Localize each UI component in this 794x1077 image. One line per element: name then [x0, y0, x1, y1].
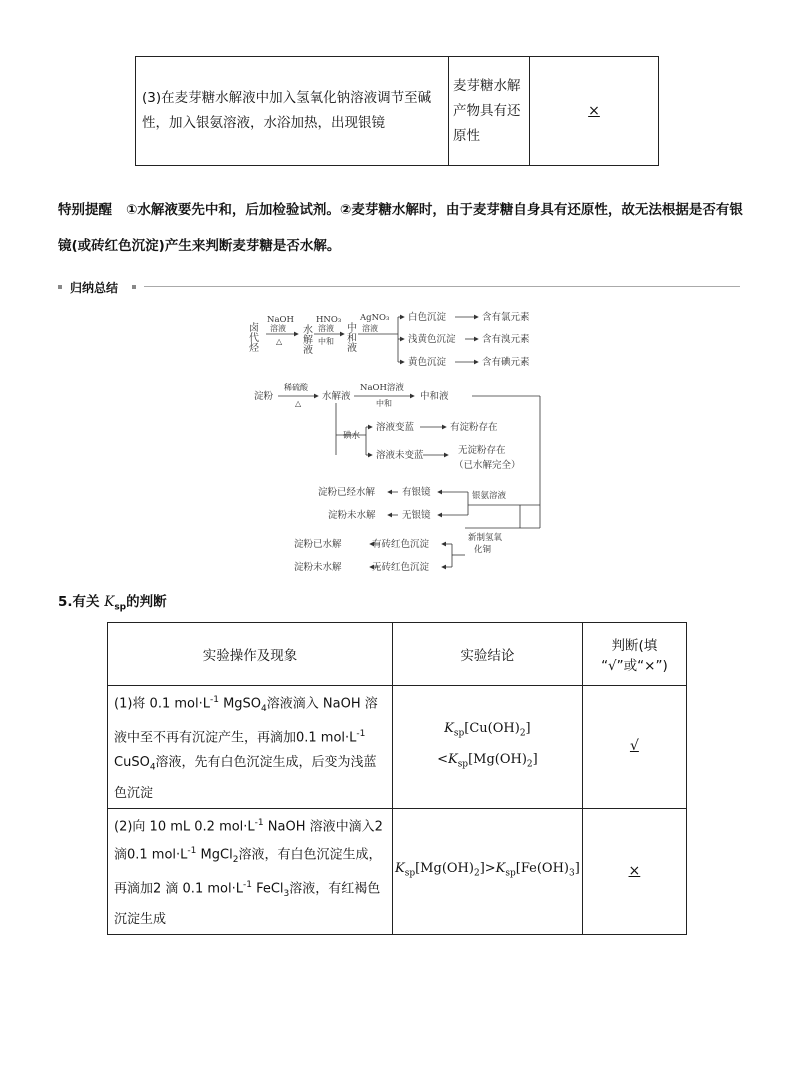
halo-b2: 浅黄色沉淀	[408, 334, 456, 345]
section-prefix: 5.有关	[58, 594, 105, 610]
starch-r1-bot: △	[295, 399, 302, 408]
judgment-mark: √	[629, 738, 639, 755]
starch-p1: 水解液	[322, 391, 351, 402]
starch-i2r1: 无淀粉存在	[458, 445, 506, 456]
halo-start: 卤代烃	[246, 322, 258, 352]
judgment-cell	[530, 57, 659, 166]
header-conclusion: 实验结论	[393, 623, 583, 686]
starch-i2r2: （已水解完全）	[454, 460, 521, 471]
starch-r2-bot: 中和	[376, 399, 392, 408]
sp-subscript: sp	[114, 602, 127, 613]
starch-start: 淀粉	[254, 391, 274, 402]
cu-reagent-2: 化铜	[474, 545, 492, 555]
table-row	[136, 57, 659, 166]
tip-text: ①水解液要先中和，后加检验试剂。②麦芽糖水解时，由于麦芽糖自身具有还原性，故无法根据是否有银镜(或砖红色沉淀)产生来判断麦芽糖是否水解。	[58, 202, 743, 254]
halo-r1-mid: 溶液	[270, 324, 286, 333]
starch-iodine: 碘水	[343, 431, 361, 441]
halo-b3r: 含有碘元素	[482, 357, 530, 368]
judgment-cell	[582, 686, 686, 809]
starch-c2r: 淀粉未水解	[294, 562, 342, 573]
bullet-square-icon	[58, 285, 62, 289]
halo-b3: 黄色沉淀	[408, 357, 447, 368]
starch-c1: 有砖红色沉淀	[372, 539, 430, 550]
summary-title: 归纳总结	[70, 281, 119, 295]
conclusion-cell: $K_{sp}[Mg(OH)_2]>K_{sp}[Fe(OH)_3]$	[393, 808, 583, 934]
starch-i1: 溶液变蓝	[376, 422, 415, 433]
halo-p1: 水解液	[300, 324, 312, 354]
operation-cell: (3)在麦芽糖水解液中加入氢氧化钠溶液调节至碱性，加入银氨溶液，水浴加热，出现银镜	[136, 57, 449, 166]
halo-r2-top: HNO₃	[316, 315, 342, 325]
operation-cell: (2)向 10 mL 0.2 $mol\cdot L^{-1}$ NaOH 溶液中滴入2滴0.1 $mol\cdot L^{-1}$ MgCl$_2$溶液，有白色沉淀生成，再滴加2 滴 0.1 $mol\cdot L^{-1}$ FeCl$_3$溶液，有红褐色沉淀生成	[108, 808, 393, 934]
header-judgment	[582, 623, 686, 686]
halo-r1-bot: △	[276, 337, 283, 346]
table-row	[108, 686, 687, 809]
operation-cell: (1)将 0.1 $mol\cdot L^{-1}$ MgSO$_4$溶液滴入 NaOH 溶液中至不再有沉淀产生，再滴加0.1 $mol\cdot L^{-1}$ CuSO$_4$溶液，先有白色沉淀生成，后变为浅蓝色沉淀	[108, 686, 393, 809]
starch-s1: 有银镜	[402, 487, 431, 498]
section-heading	[58, 590, 167, 613]
bullet-square-icon	[132, 285, 136, 289]
halo-r2-bot: 中和	[318, 337, 334, 346]
starch-r2-top: NaOH溶液	[360, 383, 404, 393]
starch-s2r: 淀粉未水解	[328, 510, 376, 521]
cu-reagent-1: 新制氢氧	[468, 533, 503, 543]
ksp-table	[107, 622, 687, 935]
divider-line	[144, 286, 740, 287]
starch-i1r: 有淀粉存在	[450, 422, 498, 433]
halo-b1: 白色沉淀	[408, 312, 447, 323]
starch-p2: 中和液	[420, 391, 449, 402]
header-judgment-line1: 判断(填	[611, 638, 658, 654]
halo-r1-top: NaOH	[267, 315, 294, 325]
starch-i2: 溶液未变蓝	[376, 450, 424, 461]
starch-r1-top: 稀硫酸	[284, 383, 308, 392]
halo-r2-mid: 溶液	[318, 324, 334, 333]
conclusion-cell: $K_{sp}[Cu(OH)_2]<K_{sp}[Mg(OH)_2]$	[393, 686, 583, 809]
k-symbol: K	[104, 594, 115, 610]
halo-p2: 中和液	[344, 322, 356, 352]
top-table	[135, 56, 659, 166]
starch-c2: 无砖红色沉淀	[372, 562, 430, 573]
starch-s2: 无银镜	[402, 510, 431, 521]
judgment-mark: ×	[628, 862, 641, 879]
silver-reagent: 银氨溶液	[472, 491, 507, 501]
judgment-cell	[582, 808, 686, 934]
table-header-row	[108, 623, 687, 686]
starch-s1r: 淀粉已经水解	[318, 487, 376, 498]
summary-header	[58, 279, 740, 295]
halo-r3-top: AgNO₃	[360, 313, 390, 323]
section-suffix: 的判断	[126, 594, 167, 610]
header-operation: 实验操作及现象	[108, 623, 393, 686]
special-tip	[58, 192, 748, 264]
tip-label: 特别提醒	[58, 202, 112, 218]
halo-b2r: 含有溴元素	[482, 334, 530, 345]
halo-b1r: 含有氯元素	[482, 312, 530, 323]
halo-r3-mid: 溶液	[362, 324, 378, 333]
table-row	[108, 808, 687, 934]
conclusion-cell: 麦芽糖水解产物具有还原性	[449, 57, 530, 166]
starch-c1r: 淀粉已水解	[294, 539, 342, 550]
flow-diagram	[240, 300, 560, 585]
judgment-mark: ×	[588, 102, 600, 119]
header-judgment-line2: “√”或“×”)	[601, 658, 668, 674]
